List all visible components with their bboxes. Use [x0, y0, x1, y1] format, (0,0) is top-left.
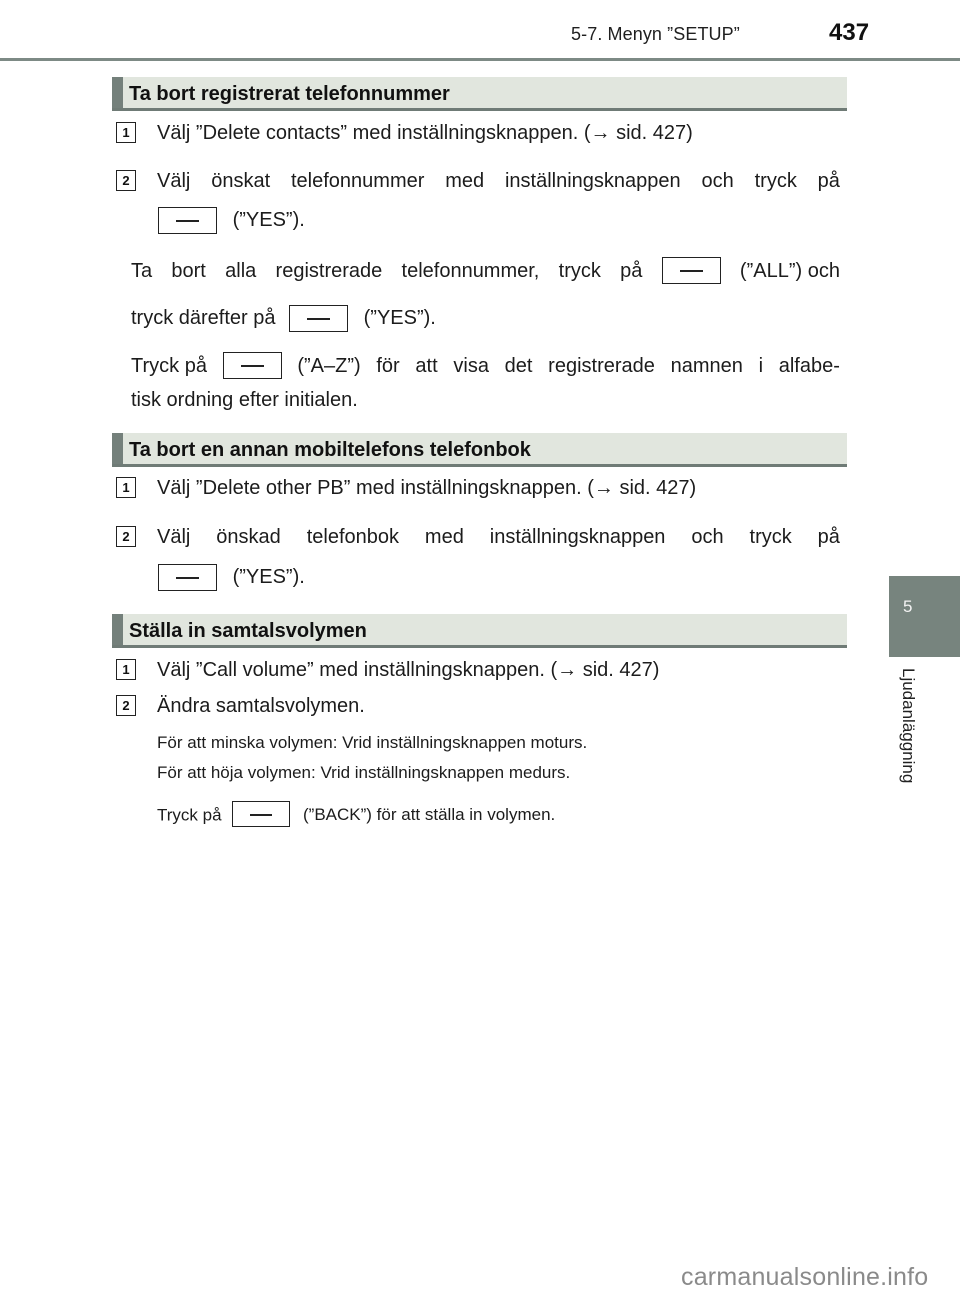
note-a-z-cont: tisk ordning efter initialen. [131, 389, 358, 411]
watermark: carmanualsonline.info [681, 1263, 929, 1291]
blank-button-key-icon [158, 207, 217, 234]
step-continuation: (”YES”). [158, 564, 305, 591]
note-delete-all-cont: tryck därefter på (”YES”). [131, 305, 436, 332]
step-number-2: 2 [116, 170, 136, 191]
step-text: Välj ”Delete other PB” med inställningsknappen. (→ sid. 427) [157, 477, 697, 499]
step-number-1: 1 [116, 477, 136, 498]
section-header-call-volume [112, 614, 847, 648]
header-rule [0, 58, 960, 61]
section-header-delete-phonebook [112, 433, 847, 467]
blank-button-key-icon [232, 801, 290, 827]
step-number-2: 2 [116, 695, 136, 716]
step-text: Ändra samtalsvolymen. [157, 695, 365, 717]
note-increase-volume: För att höja volymen: Vrid inställningsknappen medurs. [157, 763, 571, 782]
blank-button-key-icon [158, 564, 217, 591]
step-number-1: 1 [116, 659, 136, 680]
section-header-delete-number [112, 77, 847, 111]
note-back: Tryck på (”BACK”) för att ställa in volymen. [157, 805, 555, 827]
chapter-tab [889, 576, 960, 657]
step-number-2: 2 [116, 526, 136, 547]
blank-button-key-icon [223, 352, 282, 379]
section-title: Ta bort registrerat telefonnummer [129, 83, 450, 105]
chapter-label-text: Ljudanläggning [899, 668, 918, 784]
section-header-bar [112, 433, 123, 464]
note-a-z: Tryck på (”A–Z”) för att visa det registrerade namnen i alfabe- [131, 355, 840, 379]
step-number-1: 1 [116, 122, 136, 143]
note-decrease-volume: För att minska volymen: Vrid inställningsknappen moturs. [157, 733, 588, 752]
step-text-justified: Välj önskat telefonnummer med inställningsknappen och tryck på [157, 170, 840, 192]
section-title: Ställa in samtalsvolymen [129, 620, 367, 642]
step-text: Välj ”Delete contacts” med inställningsknappen. (→ sid. 427) [157, 122, 693, 144]
step-text: Välj ”Call volume” med inställningsknappen. (→ sid. 427) [157, 659, 660, 681]
blank-button-key-icon [662, 257, 721, 284]
section-header-bar [112, 77, 123, 108]
blank-button-key-icon [289, 305, 348, 332]
step-text-justified: Välj önskad telefonbok med inställningsknappen och tryck på [157, 526, 840, 548]
chapter-label [893, 668, 923, 808]
step-continuation: (”YES”). [158, 207, 305, 234]
running-head: 5-7. Menyn ”SETUP” [571, 24, 740, 44]
section-title: Ta bort en annan mobiltelefons telefonbok [129, 439, 531, 461]
page-number: 437 [829, 19, 870, 46]
note-delete-all: Ta bort alla registrerade telefonnummer, tryck på (”ALL”) och [131, 260, 840, 284]
section-header-bar [112, 614, 123, 645]
chapter-number: 5 [903, 597, 913, 616]
